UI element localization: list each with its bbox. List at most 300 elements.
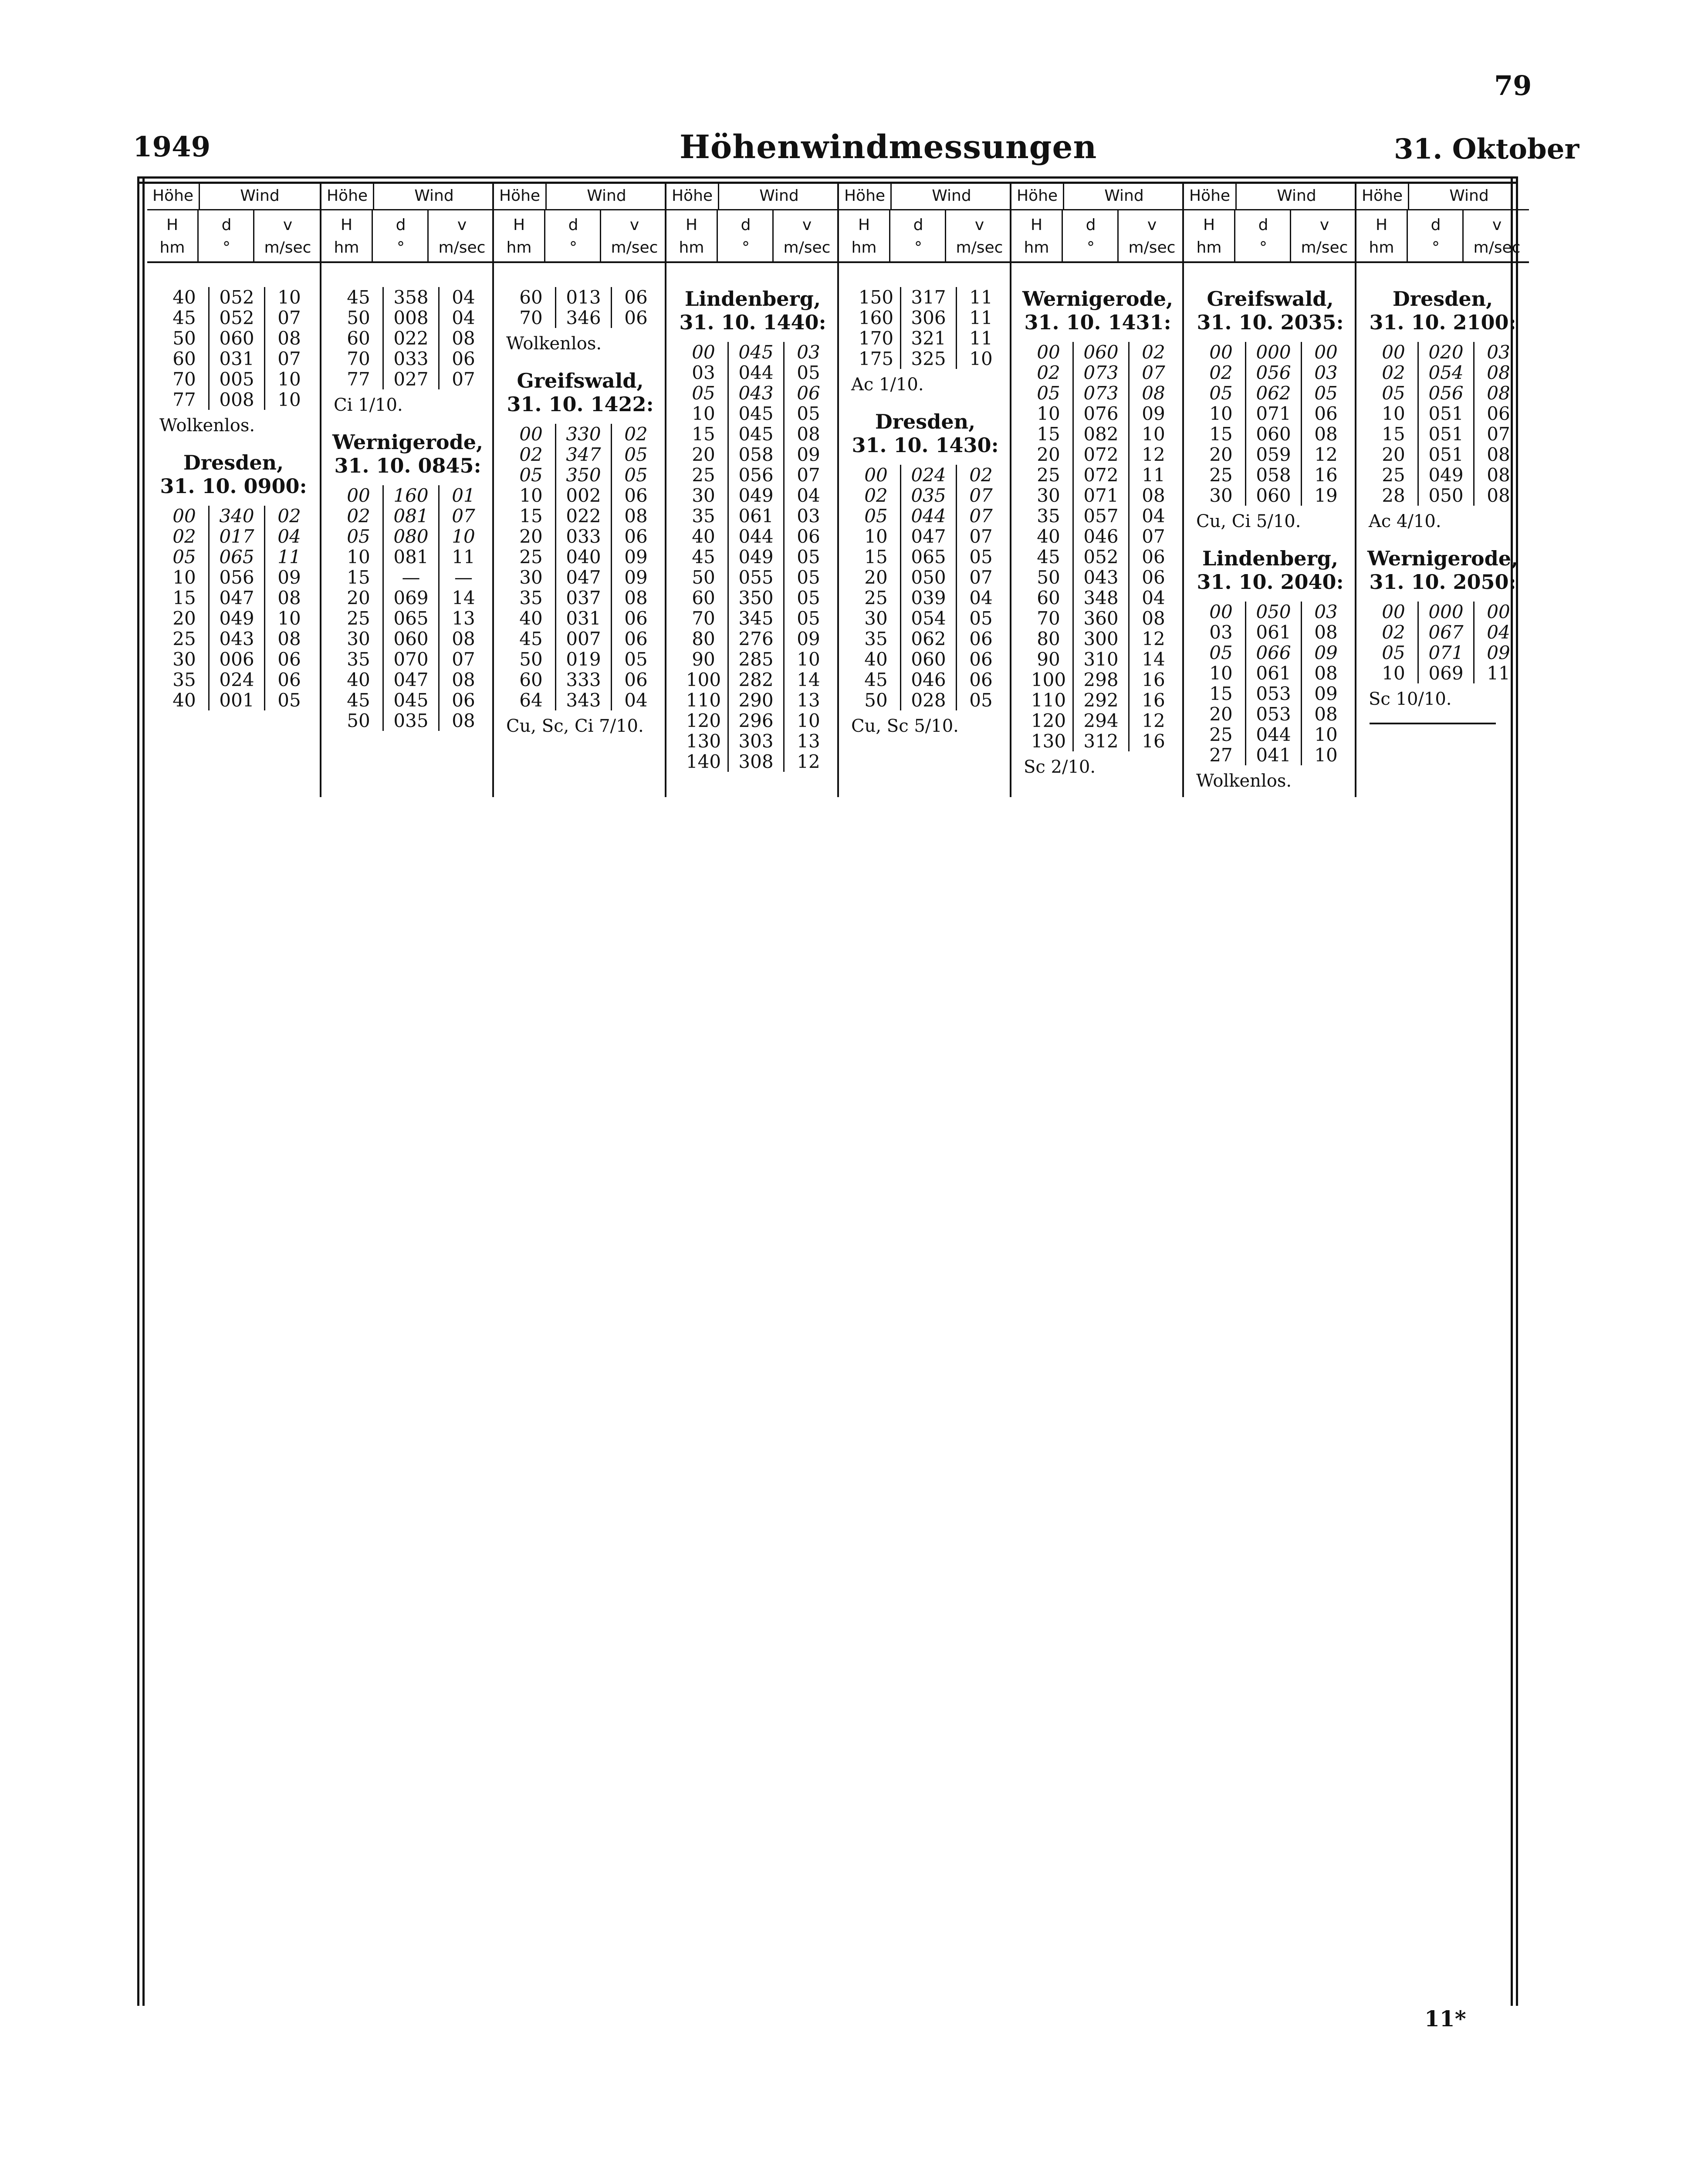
- direction-cell: 061: [1246, 622, 1302, 642]
- table-row: [680, 731, 832, 751]
- speed-cell: 12: [1142, 710, 1165, 731]
- height-cell: 05: [692, 382, 715, 404]
- direction-cell: 062: [1246, 383, 1302, 403]
- speed-symbol: v: [283, 216, 293, 234]
- speed-cell: 07: [969, 526, 993, 547]
- speed-cell: 08: [1142, 382, 1165, 404]
- height-cell: 50: [692, 567, 715, 588]
- height-cell: 02: [1382, 362, 1405, 383]
- table-row: [852, 690, 1005, 710]
- station-time: 31. 10. 0900:: [160, 474, 307, 498]
- speed-cell: 09: [1314, 642, 1338, 663]
- height-cell: 40: [172, 287, 196, 308]
- wind-header: Wind: [892, 183, 1011, 210]
- measurement-table: [160, 506, 313, 710]
- height-header: [321, 210, 373, 261]
- height-cell: 140: [686, 751, 721, 772]
- speed-cell: 00: [1314, 341, 1338, 363]
- direction-header: [200, 210, 254, 261]
- speed-cell: 10: [969, 348, 993, 369]
- column-body: [494, 263, 666, 738]
- height-cell: 20: [692, 444, 715, 465]
- table-row: [160, 369, 313, 389]
- speed-cell: 16: [1142, 690, 1165, 711]
- height-cell: 160: [858, 307, 894, 328]
- hoehe-header: Höhe: [494, 183, 547, 210]
- speed-unit: m/sec: [611, 239, 658, 257]
- height-cell: 100: [1031, 669, 1066, 690]
- height-cell: 77: [172, 389, 196, 410]
- direction-cell: 024: [901, 465, 957, 485]
- table-row: [335, 588, 487, 608]
- table-row: [1197, 342, 1350, 362]
- table-row: [335, 526, 487, 547]
- direction-unit: °: [1087, 239, 1095, 257]
- height-cell: 50: [172, 328, 196, 349]
- direction-header: [1409, 210, 1464, 261]
- table-column: [320, 183, 494, 797]
- direction-symbol: d: [741, 216, 751, 234]
- table-row: [1025, 342, 1177, 362]
- speed-cell: 07: [452, 505, 475, 527]
- direction-cell: 052: [1073, 547, 1129, 567]
- direction-cell: 333: [556, 669, 612, 690]
- direction-cell: 058: [1246, 465, 1302, 485]
- measurement-table: [1197, 602, 1350, 765]
- height-cell: 45: [347, 287, 370, 308]
- height-cell: 15: [1209, 683, 1233, 704]
- station-heading: [494, 369, 666, 416]
- speed-cell: 09: [1142, 403, 1165, 424]
- station-heading: [1184, 547, 1356, 594]
- height-cell: 50: [347, 307, 370, 328]
- table-column: [147, 183, 320, 710]
- direction-cell: 047: [901, 526, 957, 547]
- height-cell: 05: [1209, 382, 1233, 404]
- speed-cell: 02: [624, 423, 648, 445]
- table-row: [852, 328, 1005, 348]
- direction-cell: 282: [728, 669, 784, 690]
- cloud-note: Sc 10/10.: [1369, 689, 1452, 709]
- height-cell: 05: [1037, 382, 1060, 404]
- table-row: [1370, 383, 1522, 403]
- speed-cell: 11: [452, 546, 475, 568]
- table-row: [680, 424, 832, 444]
- speed-header: [1292, 210, 1356, 261]
- table-row: [335, 547, 487, 567]
- direction-cell: 049: [209, 608, 265, 629]
- speed-cell: 08: [1314, 663, 1338, 684]
- speed-cell: 10: [277, 368, 301, 390]
- direction-cell: 056: [1418, 383, 1474, 403]
- height-cell: 25: [519, 546, 543, 568]
- height-symbol: H: [340, 216, 353, 234]
- direction-unit: °: [914, 239, 922, 257]
- speed-cell: 07: [969, 485, 993, 506]
- speed-cell: 08: [277, 328, 301, 349]
- direction-cell: 044: [901, 506, 957, 526]
- height-cell: 20: [347, 587, 370, 608]
- direction-cell: 350: [728, 588, 784, 608]
- height-cell: 130: [686, 730, 721, 752]
- speed-cell: 12: [1142, 628, 1165, 649]
- height-cell: 40: [692, 526, 715, 547]
- direction-cell: 065: [383, 608, 439, 629]
- height-cell: 15: [1209, 423, 1233, 445]
- table-row: [335, 308, 487, 328]
- direction-cell: 081: [383, 547, 439, 567]
- direction-cell: 057: [1073, 506, 1129, 526]
- station-time: 31. 10. 0845:: [334, 454, 481, 477]
- speed-symbol: v: [629, 216, 639, 234]
- table-row: [852, 588, 1005, 608]
- height-symbol: H: [685, 216, 698, 234]
- direction-cell: 060: [901, 649, 957, 669]
- speed-header: [602, 210, 666, 261]
- speed-cell: 03: [1487, 341, 1510, 363]
- table-row: [160, 629, 313, 649]
- speed-cell: 07: [452, 368, 475, 390]
- height-cell: 15: [864, 546, 888, 568]
- speed-cell: 07: [969, 567, 993, 588]
- height-cell: 30: [519, 567, 543, 588]
- table-row: [1197, 465, 1350, 485]
- direction-cell: 071: [1073, 485, 1129, 506]
- speed-cell: 04: [1142, 505, 1165, 527]
- direction-cell: 005: [209, 369, 265, 389]
- height-cell: 00: [692, 341, 715, 363]
- table-row: [160, 526, 313, 547]
- height-cell: 70: [519, 307, 543, 328]
- station-heading: [147, 451, 320, 498]
- hoehe-header: Höhe: [666, 183, 719, 210]
- station-name: Wernigerode,: [1022, 287, 1174, 311]
- height-cell: 10: [1382, 403, 1405, 424]
- table-row: [335, 649, 487, 669]
- table-row: [852, 649, 1005, 669]
- direction-cell: 031: [556, 608, 612, 629]
- speed-cell: 05: [969, 546, 993, 568]
- height-symbol: H: [858, 216, 870, 234]
- direction-symbol: d: [1431, 216, 1441, 234]
- direction-cell: 082: [1073, 424, 1129, 444]
- height-cell: 05: [1382, 382, 1405, 404]
- table-row: [680, 690, 832, 710]
- table-row: [1025, 690, 1177, 710]
- direction-cell: 049: [728, 485, 784, 506]
- height-cell: 30: [864, 608, 888, 629]
- speed-cell: 08: [1487, 444, 1510, 465]
- table-row: [680, 751, 832, 772]
- cloud-note: Ac 4/10.: [1369, 511, 1441, 531]
- height-cell: 80: [692, 628, 715, 649]
- height-cell: 00: [1209, 341, 1233, 363]
- height-cell: 10: [864, 526, 888, 547]
- column-header: [1184, 183, 1356, 263]
- table-row: [160, 690, 313, 710]
- table-row: [1197, 403, 1350, 424]
- height-symbol: H: [1203, 216, 1215, 234]
- speed-cell: 08: [1314, 703, 1338, 725]
- height-cell: 05: [172, 546, 196, 568]
- speed-unit: m/sec: [1301, 239, 1348, 257]
- table-row: [680, 506, 832, 526]
- direction-cell: 069: [383, 588, 439, 608]
- speed-cell: 10: [1142, 423, 1165, 445]
- direction-cell: 044: [728, 362, 784, 383]
- speed-cell: 19: [1314, 485, 1338, 506]
- table-row: [1370, 362, 1522, 383]
- speed-cell: 05: [797, 608, 820, 629]
- table-row: [1025, 403, 1177, 424]
- height-cell: 70: [172, 368, 196, 390]
- direction-cell: 290: [728, 690, 784, 710]
- table-row: [1197, 444, 1350, 465]
- table-row: [507, 485, 660, 506]
- speed-symbol: v: [1319, 216, 1329, 234]
- speed-cell: 08: [1487, 382, 1510, 404]
- height-cell: 70: [347, 348, 370, 369]
- speed-cell: —: [454, 567, 473, 588]
- speed-cell: 04: [624, 690, 648, 711]
- height-cell: 120: [1031, 710, 1066, 731]
- table-row: [680, 465, 832, 485]
- table-row: [335, 506, 487, 526]
- direction-cell: 053: [1246, 704, 1302, 724]
- direction-cell: 306: [901, 308, 957, 328]
- table-row: [507, 287, 660, 308]
- table-row: [507, 308, 660, 328]
- height-cell: 50: [347, 710, 370, 731]
- direction-cell: 033: [383, 348, 439, 369]
- speed-cell: 09: [1314, 683, 1338, 704]
- table-row: [680, 588, 832, 608]
- direction-cell: 049: [1418, 465, 1474, 485]
- direction-cell: 017: [209, 526, 265, 547]
- height-cell: 00: [1382, 341, 1405, 363]
- height-cell: 60: [692, 587, 715, 608]
- direction-cell: 310: [1073, 649, 1129, 669]
- speed-cell: 06: [624, 287, 648, 308]
- table-row: [852, 506, 1005, 526]
- table-row: [1197, 683, 1350, 704]
- height-unit: hm: [334, 239, 359, 257]
- height-cell: 45: [172, 307, 196, 328]
- direction-cell: 033: [556, 526, 612, 547]
- speed-cell: 04: [1487, 622, 1510, 643]
- speed-cell: 06: [624, 526, 648, 547]
- table-row: [335, 669, 487, 690]
- height-cell: 100: [686, 669, 721, 690]
- speed-cell: 10: [277, 287, 301, 308]
- table-row: [507, 629, 660, 649]
- cloud-note: Wolkenlos.: [1196, 771, 1292, 791]
- direction-cell: 047: [383, 669, 439, 690]
- table-row: [335, 328, 487, 348]
- height-cell: 120: [686, 710, 721, 731]
- table-row: [1370, 465, 1522, 485]
- table-column: [492, 183, 666, 797]
- table-row: [1197, 602, 1350, 622]
- table-row: [335, 690, 487, 710]
- table-row: [1197, 745, 1350, 765]
- direction-cell: 056: [728, 465, 784, 485]
- table-row: [507, 547, 660, 567]
- height-cell: 30: [347, 628, 370, 649]
- speed-cell: 05: [969, 608, 993, 629]
- station-time: 31. 10. 2035:: [1197, 311, 1344, 334]
- direction-header: [1237, 210, 1291, 261]
- table-column: [1010, 183, 1184, 797]
- direction-cell: 041: [1246, 745, 1302, 765]
- table-row: [680, 403, 832, 424]
- direction-cell: 031: [209, 348, 265, 369]
- height-unit: hm: [1369, 239, 1394, 257]
- height-cell: 64: [519, 690, 543, 711]
- table-column: [1355, 183, 1529, 797]
- height-cell: 90: [1037, 649, 1060, 670]
- height-cell: 50: [1037, 567, 1060, 588]
- direction-cell: 073: [1073, 383, 1129, 403]
- speed-cell: 11: [969, 287, 993, 308]
- direction-cell: 300: [1073, 629, 1129, 649]
- speed-header: [775, 210, 839, 261]
- height-cell: 15: [347, 567, 370, 588]
- station-name: Greifswald,: [1207, 287, 1334, 311]
- height-cell: 02: [347, 505, 370, 527]
- height-unit: hm: [506, 239, 532, 257]
- column-header: [1011, 183, 1184, 263]
- speed-cell: 11: [1142, 464, 1165, 486]
- speed-cell: 05: [624, 444, 648, 465]
- table-row: [1197, 724, 1350, 745]
- table-row: [507, 506, 660, 526]
- speed-cell: 11: [277, 546, 301, 568]
- direction-header: [892, 210, 946, 261]
- table-row: [160, 588, 313, 608]
- speed-header: [1465, 210, 1529, 261]
- direction-cell: 055: [728, 567, 784, 588]
- height-cell: 05: [864, 505, 888, 527]
- direction-cell: 321: [901, 328, 957, 348]
- speed-cell: 06: [1142, 546, 1165, 568]
- height-cell: 60: [519, 287, 543, 308]
- direction-cell: 040: [556, 547, 612, 567]
- height-cell: 25: [347, 608, 370, 629]
- table-row: [852, 287, 1005, 308]
- height-cell: 30: [692, 485, 715, 506]
- speed-cell: 08: [1142, 608, 1165, 629]
- height-cell: 20: [1209, 703, 1233, 725]
- direction-cell: 050: [1418, 485, 1474, 506]
- speed-cell: 05: [797, 587, 820, 608]
- height-cell: 20: [1037, 444, 1060, 465]
- station-time: 31. 10. 1431:: [1024, 311, 1171, 334]
- table-row: [1370, 663, 1522, 683]
- height-cell: 15: [692, 423, 715, 445]
- speed-cell: 00: [1487, 601, 1510, 622]
- direction-cell: 345: [728, 608, 784, 629]
- direction-cell: 081: [383, 506, 439, 526]
- speed-cell: 05: [277, 690, 301, 711]
- height-cell: 25: [692, 464, 715, 486]
- table-row: [160, 669, 313, 690]
- direction-header: [719, 210, 774, 261]
- direction-cell: 298: [1073, 669, 1129, 690]
- column-header: [839, 183, 1011, 263]
- table-row: [507, 444, 660, 465]
- speed-cell: 06: [969, 628, 993, 649]
- table-row: [1025, 588, 1177, 608]
- direction-cell: 056: [209, 567, 265, 588]
- height-symbol: H: [1375, 216, 1388, 234]
- direction-cell: 046: [901, 669, 957, 690]
- direction-cell: 043: [728, 383, 784, 403]
- height-header: [1356, 210, 1408, 261]
- table-row: [852, 629, 1005, 649]
- table-row: [1197, 704, 1350, 724]
- direction-cell: 045: [728, 403, 784, 424]
- measurement-table: [335, 485, 487, 731]
- wind-header: Wind: [1409, 183, 1529, 210]
- speed-cell: 07: [1142, 362, 1165, 383]
- height-cell: 00: [1037, 341, 1060, 363]
- speed-cell: 04: [969, 587, 993, 608]
- height-unit: hm: [679, 239, 704, 257]
- table-row: [160, 308, 313, 328]
- page-number: 79: [1494, 70, 1532, 101]
- height-cell: 30: [1209, 485, 1233, 506]
- height-cell: 02: [1209, 362, 1233, 383]
- height-header: [147, 210, 199, 261]
- height-cell: 50: [864, 690, 888, 711]
- direction-cell: 071: [1418, 642, 1474, 663]
- direction-cell: 360: [1073, 608, 1129, 629]
- hoehe-header: Höhe: [147, 183, 200, 210]
- height-cell: 00: [347, 485, 370, 506]
- direction-cell: 294: [1073, 710, 1129, 731]
- height-cell: 60: [1037, 587, 1060, 608]
- speed-cell: 04: [797, 485, 820, 506]
- direction-cell: 160: [383, 485, 439, 506]
- direction-unit: °: [223, 239, 230, 257]
- table-row: [507, 424, 660, 444]
- table-row: [1025, 506, 1177, 526]
- table-row: [680, 444, 832, 465]
- direction-cell: 035: [901, 485, 957, 506]
- height-header: [1184, 210, 1235, 261]
- footer-signature: 11*: [1424, 2006, 1466, 2032]
- direction-cell: 051: [1418, 444, 1474, 465]
- height-cell: 20: [519, 526, 543, 547]
- measurement-table: [680, 342, 832, 772]
- height-cell: 28: [1382, 485, 1405, 506]
- column-body: [666, 263, 839, 772]
- direction-cell: 073: [1073, 362, 1129, 383]
- direction-unit: °: [1432, 239, 1440, 257]
- wind-header: Wind: [1064, 183, 1184, 210]
- table-row: [160, 649, 313, 669]
- table-row: [1370, 642, 1522, 663]
- table-row: [160, 547, 313, 567]
- speed-cell: 06: [277, 649, 301, 670]
- direction-cell: 072: [1073, 444, 1129, 465]
- height-cell: 10: [1209, 403, 1233, 424]
- table-row: [1025, 731, 1177, 751]
- cloud-note: Ac 1/10.: [851, 375, 924, 395]
- direction-cell: 027: [383, 369, 439, 389]
- direction-cell: 350: [556, 465, 612, 485]
